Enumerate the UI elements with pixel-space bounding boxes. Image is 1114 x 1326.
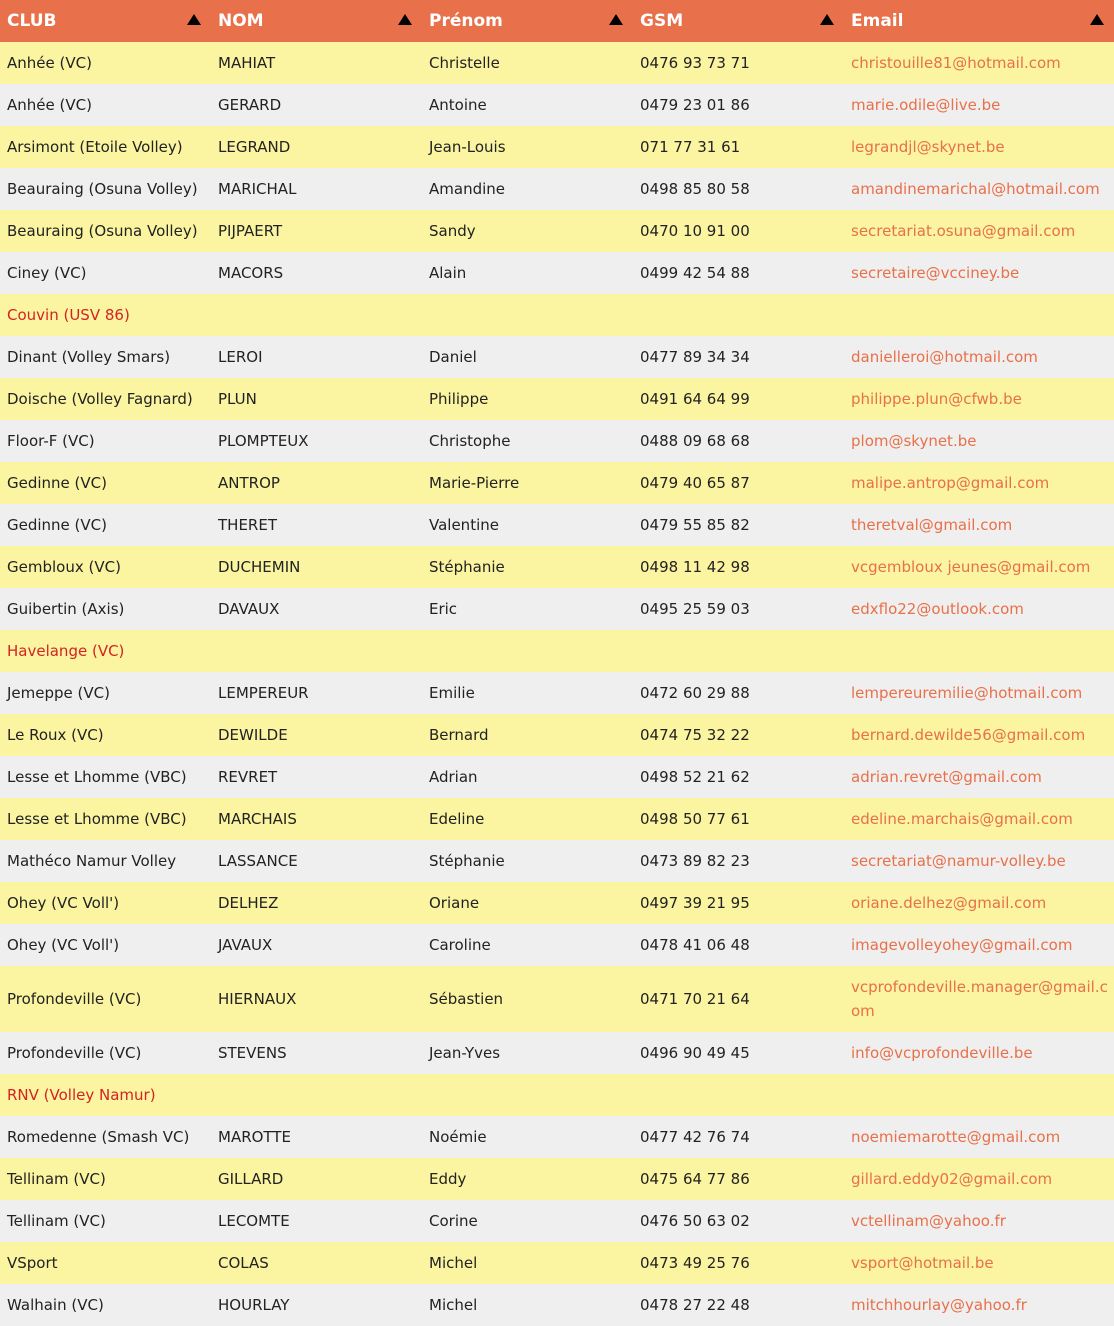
cell-nom: DEWILDE	[218, 726, 288, 744]
cell-email[interactable]: danielleroi@hotmail.com	[851, 348, 1038, 366]
cell-club[interactable]: Couvin (USV 86)	[7, 306, 130, 324]
table-row	[0, 1200, 1114, 1242]
cell-gsm: 0478 41 06 48	[640, 936, 750, 954]
cell-club: Romedenne (Smash VC)	[7, 1128, 190, 1146]
triangle-up-icon[interactable]	[1090, 14, 1104, 25]
cell-prenom: Jean-Yves	[429, 1044, 501, 1062]
cell-prenom: Michel	[429, 1296, 478, 1314]
cell-email[interactable]: malipe.antrop@gmail.com	[851, 474, 1050, 492]
header-row	[0, 0, 1114, 42]
cell-prenom: Daniel	[429, 348, 477, 366]
table-row	[0, 84, 1114, 126]
cell-gsm: 0479 40 65 87	[640, 474, 750, 492]
cell-email	[844, 630, 1114, 672]
cell-prenom: Bernard	[429, 726, 489, 744]
table-row	[0, 840, 1114, 882]
column-header-label: NOM	[218, 11, 264, 31]
cell-prenom: Sandy	[429, 222, 476, 240]
cell-prenom: Valentine	[429, 516, 499, 534]
cell-club: Floor-F (VC)	[7, 432, 95, 450]
cell-nom: DAVAUX	[218, 600, 280, 618]
table-row	[0, 504, 1114, 546]
cell-club: Gembloux (VC)	[7, 558, 121, 576]
cell-club: Guibertin (Axis)	[7, 600, 125, 618]
cell-club: Tellinam (VC)	[7, 1212, 106, 1230]
cell-club: Doische (Volley Fagnard)	[7, 390, 193, 408]
cell-nom: HOURLAY	[218, 1296, 290, 1314]
cell-nom: REVRET	[218, 768, 278, 786]
cell-prenom: Michel	[429, 1254, 478, 1272]
table-row	[0, 924, 1114, 966]
table-row	[0, 672, 1114, 714]
cell-gsm: 0498 85 80 58	[640, 180, 750, 198]
cell-club: Anhée (VC)	[7, 96, 92, 114]
cell-club: Ohey (VC Voll')	[7, 894, 120, 912]
cell-nom: MARCHAIS	[218, 810, 297, 828]
cell-gsm: 0471 70 21 64	[640, 990, 750, 1008]
cell-email[interactable]: vctellinam@yahoo.fr	[851, 1212, 1006, 1230]
table-row	[0, 1158, 1114, 1200]
cell-prenom: Stéphanie	[429, 852, 505, 870]
cell-prenom: Eric	[429, 600, 458, 618]
table-row	[0, 378, 1114, 420]
cell-nom: GERARD	[218, 96, 282, 114]
column-header-label: CLUB	[7, 11, 57, 31]
cell-gsm: 0473 49 25 76	[640, 1254, 750, 1272]
table-row	[0, 882, 1114, 924]
cell-gsm: 0498 50 77 61	[640, 810, 750, 828]
cell-nom: LASSANCE	[218, 852, 298, 870]
cell-prenom: Marie-Pierre	[429, 474, 520, 492]
cell-prenom: Christelle	[429, 54, 500, 72]
cell-club: Beauraing (Osuna Volley)	[7, 222, 198, 240]
cell-email[interactable]: secretaire@vcciney.be	[851, 264, 1020, 282]
cell-gsm: 0491 64 64 99	[640, 390, 750, 408]
cell-prenom: Jean-Louis	[429, 138, 506, 156]
cell-prenom: Alain	[429, 264, 467, 282]
column-header-email[interactable]	[844, 0, 1114, 42]
table-row	[0, 420, 1114, 462]
cell-nom: LEROI	[218, 348, 263, 366]
triangle-up-icon[interactable]	[609, 14, 623, 25]
cell-gsm	[633, 630, 844, 672]
cell-prenom	[422, 294, 633, 336]
cell-gsm: 0476 50 63 02	[640, 1212, 750, 1230]
cell-nom: MAHIAT	[218, 54, 276, 72]
cell-prenom: Caroline	[429, 936, 491, 954]
cell-prenom: Amandine	[429, 180, 505, 198]
cell-club: Lesse et Lhomme (VBC)	[7, 810, 187, 828]
cell-email[interactable]: oriane.delhez@gmail.com	[851, 894, 1047, 912]
table-body	[0, 42, 1114, 1326]
cell-email[interactable]: philippe.plun@cfwb.be	[851, 390, 1022, 408]
cell-prenom: Sébastien	[429, 990, 504, 1008]
cell-email[interactable]: info@vcprofondeville.be	[851, 1044, 1033, 1062]
cell-nom: JAVAUX	[218, 936, 273, 954]
cell-email[interactable]: vsport@hotmail.be	[851, 1254, 994, 1272]
cell-club: Jemeppe (VC)	[7, 684, 110, 702]
cell-nom: MARICHAL	[218, 180, 297, 198]
cell-email[interactable]: legrandjl@skynet.be	[851, 138, 1005, 156]
cell-nom	[211, 630, 422, 672]
cell-club: Profondeville (VC)	[7, 990, 142, 1008]
column-header-label: Email	[851, 11, 904, 31]
cell-club: Ohey (VC Voll')	[7, 936, 120, 954]
cell-gsm: 0488 09 68 68	[640, 432, 750, 450]
cell-prenom: Stéphanie	[429, 558, 505, 576]
cell-email[interactable]: lempereuremilie@hotmail.com	[851, 684, 1083, 702]
cell-prenom: Oriane	[429, 894, 480, 912]
cell-prenom: Antoine	[429, 96, 487, 114]
cell-gsm: 0477 89 34 34	[640, 348, 750, 366]
cell-gsm: 0499 42 54 88	[640, 264, 750, 282]
cell-gsm: 0498 11 42 98	[640, 558, 750, 576]
cell-email[interactable]: secretariat@namur-volley.be	[851, 852, 1066, 870]
cell-gsm: 0473 89 82 23	[640, 852, 750, 870]
table-row	[0, 462, 1114, 504]
column-header-prenom[interactable]	[422, 0, 633, 42]
cell-club: Ciney (VC)	[7, 264, 87, 282]
table-row	[0, 1284, 1114, 1326]
cell-email[interactable]: edxflo22@outlook.com	[851, 600, 1024, 618]
cell-email[interactable]: vcprofondeville.manager@gmail.com	[851, 978, 1108, 1020]
cell-club: Dinant (Volley Smars)	[7, 348, 171, 366]
cell-nom: DELHEZ	[218, 894, 279, 912]
table-row	[0, 1242, 1114, 1284]
cell-club: Walhain (VC)	[7, 1296, 104, 1314]
cell-nom: THERET	[218, 516, 277, 534]
cell-nom: DUCHEMIN	[218, 558, 301, 576]
cell-prenom: Christophe	[429, 432, 511, 450]
cell-nom: PIJPAERT	[218, 222, 283, 240]
cell-club: Le Roux (VC)	[7, 726, 104, 744]
cell-nom	[211, 1074, 422, 1116]
cell-gsm	[633, 294, 844, 336]
cell-nom: HIERNAUX	[218, 990, 297, 1008]
triangle-up-icon[interactable]	[398, 14, 412, 25]
cell-email[interactable]: marie.odile@live.be	[851, 96, 1001, 114]
column-header-gsm[interactable]	[633, 0, 844, 42]
table-row	[0, 756, 1114, 798]
table-row	[0, 168, 1114, 210]
cell-email[interactable]: secretariat.osuna@gmail.com	[851, 222, 1076, 240]
cell-gsm: 0476 93 73 71	[640, 54, 750, 72]
cell-nom	[211, 294, 422, 336]
cell-prenom	[422, 630, 633, 672]
column-header-club[interactable]	[0, 0, 211, 42]
cell-nom: STEVENS	[218, 1044, 287, 1062]
cell-club: Beauraing (Osuna Volley)	[7, 180, 198, 198]
column-header-label: Prénom	[429, 11, 503, 31]
cell-club: Anhée (VC)	[7, 54, 92, 72]
cell-email[interactable]: edeline.marchais@gmail.com	[851, 810, 1073, 828]
table-row	[0, 126, 1114, 168]
cell-prenom	[422, 1074, 633, 1116]
cell-nom: MACORS	[218, 264, 284, 282]
cell-gsm: 0474 75 32 22	[640, 726, 750, 744]
cell-club: VSport	[7, 1254, 58, 1272]
cell-gsm: 071 77 31 61	[640, 138, 741, 156]
cell-prenom: Noémie	[429, 1128, 487, 1146]
cell-gsm: 0498 52 21 62	[640, 768, 750, 786]
table-row	[0, 210, 1114, 252]
cell-prenom: Edeline	[429, 810, 485, 828]
cell-nom: MAROTTE	[218, 1128, 291, 1146]
cell-gsm: 0479 55 85 82	[640, 516, 750, 534]
table-row	[0, 630, 1114, 672]
cell-prenom: Corine	[429, 1212, 478, 1230]
column-header-label: GSM	[640, 11, 684, 31]
table-row	[0, 1032, 1114, 1074]
cell-email[interactable]: gillard.eddy02@gmail.com	[851, 1170, 1053, 1188]
cell-club: Arsimont (Etoile Volley)	[7, 138, 183, 156]
cell-email[interactable]: christouille81@hotmail.com	[851, 54, 1061, 72]
table-row	[0, 336, 1114, 378]
cell-club: Gedinne (VC)	[7, 516, 107, 534]
cell-gsm	[633, 1074, 844, 1116]
cell-gsm: 0475 64 77 86	[640, 1170, 750, 1188]
cell-gsm: 0479 23 01 86	[640, 96, 750, 114]
cell-club[interactable]: RNV (Volley Namur)	[7, 1086, 156, 1104]
cell-nom: LECOMTE	[218, 1212, 290, 1230]
cell-nom: PLUN	[218, 390, 257, 408]
cell-club: Tellinam (VC)	[7, 1170, 106, 1188]
cell-email[interactable]: mitchhourlay@yahoo.fr	[851, 1296, 1027, 1314]
table-row	[0, 588, 1114, 630]
table-row	[0, 714, 1114, 756]
cell-email	[844, 1074, 1114, 1116]
cell-email[interactable]: adrian.revret@gmail.com	[851, 768, 1042, 786]
cell-prenom: Adrian	[429, 768, 478, 786]
table-row	[0, 1116, 1114, 1158]
table-row	[0, 1074, 1114, 1116]
triangle-up-icon[interactable]	[187, 14, 201, 25]
cell-email	[844, 294, 1114, 336]
cell-club: Lesse et Lhomme (VBC)	[7, 768, 187, 786]
cell-club: Profondeville (VC)	[7, 1044, 142, 1062]
cell-email[interactable]: theretval@gmail.com	[851, 516, 1013, 534]
column-header-nom[interactable]	[211, 0, 422, 42]
cell-club[interactable]: Havelange (VC)	[7, 642, 125, 660]
table-row	[0, 798, 1114, 840]
cell-gsm: 0470 10 91 00	[640, 222, 750, 240]
cell-club: Gedinne (VC)	[7, 474, 107, 492]
cell-nom: ANTROP	[218, 474, 280, 492]
cell-email[interactable]: plom@skynet.be	[851, 432, 977, 450]
cell-gsm: 0495 25 59 03	[640, 600, 750, 618]
cell-nom: GILLARD	[218, 1170, 284, 1188]
cell-email[interactable]: vcgembloux jeunes@gmail.com	[851, 558, 1091, 576]
cell-gsm: 0496 90 49 45	[640, 1044, 750, 1062]
table-row	[0, 252, 1114, 294]
cell-email[interactable]: amandinemarichal@hotmail.com	[851, 180, 1100, 198]
cell-nom: PLOMPTEUX	[218, 432, 309, 450]
triangle-up-icon[interactable]	[820, 14, 834, 25]
cell-email[interactable]: bernard.dewilde56@gmail.com	[851, 726, 1086, 744]
cell-gsm: 0477 42 76 74	[640, 1128, 750, 1146]
cell-gsm: 0497 39 21 95	[640, 894, 750, 912]
table-row	[0, 966, 1114, 1032]
table-row	[0, 42, 1114, 84]
cell-prenom: Eddy	[429, 1170, 467, 1188]
table-row	[0, 546, 1114, 588]
cell-nom: LEGRAND	[218, 138, 291, 156]
cell-nom: COLAS	[218, 1254, 269, 1272]
cell-prenom: Emilie	[429, 684, 475, 702]
cell-email[interactable]: noemiemarotte@gmail.com	[851, 1128, 1061, 1146]
cell-email[interactable]: imagevolleyohey@gmail.com	[851, 936, 1073, 954]
cell-gsm: 0472 60 29 88	[640, 684, 750, 702]
cell-gsm: 0478 27 22 48	[640, 1296, 750, 1314]
table-row	[0, 294, 1114, 336]
cell-nom: LEMPEREUR	[218, 684, 309, 702]
cell-club: Mathéco Namur Volley	[7, 852, 177, 870]
cell-prenom: Philippe	[429, 390, 489, 408]
